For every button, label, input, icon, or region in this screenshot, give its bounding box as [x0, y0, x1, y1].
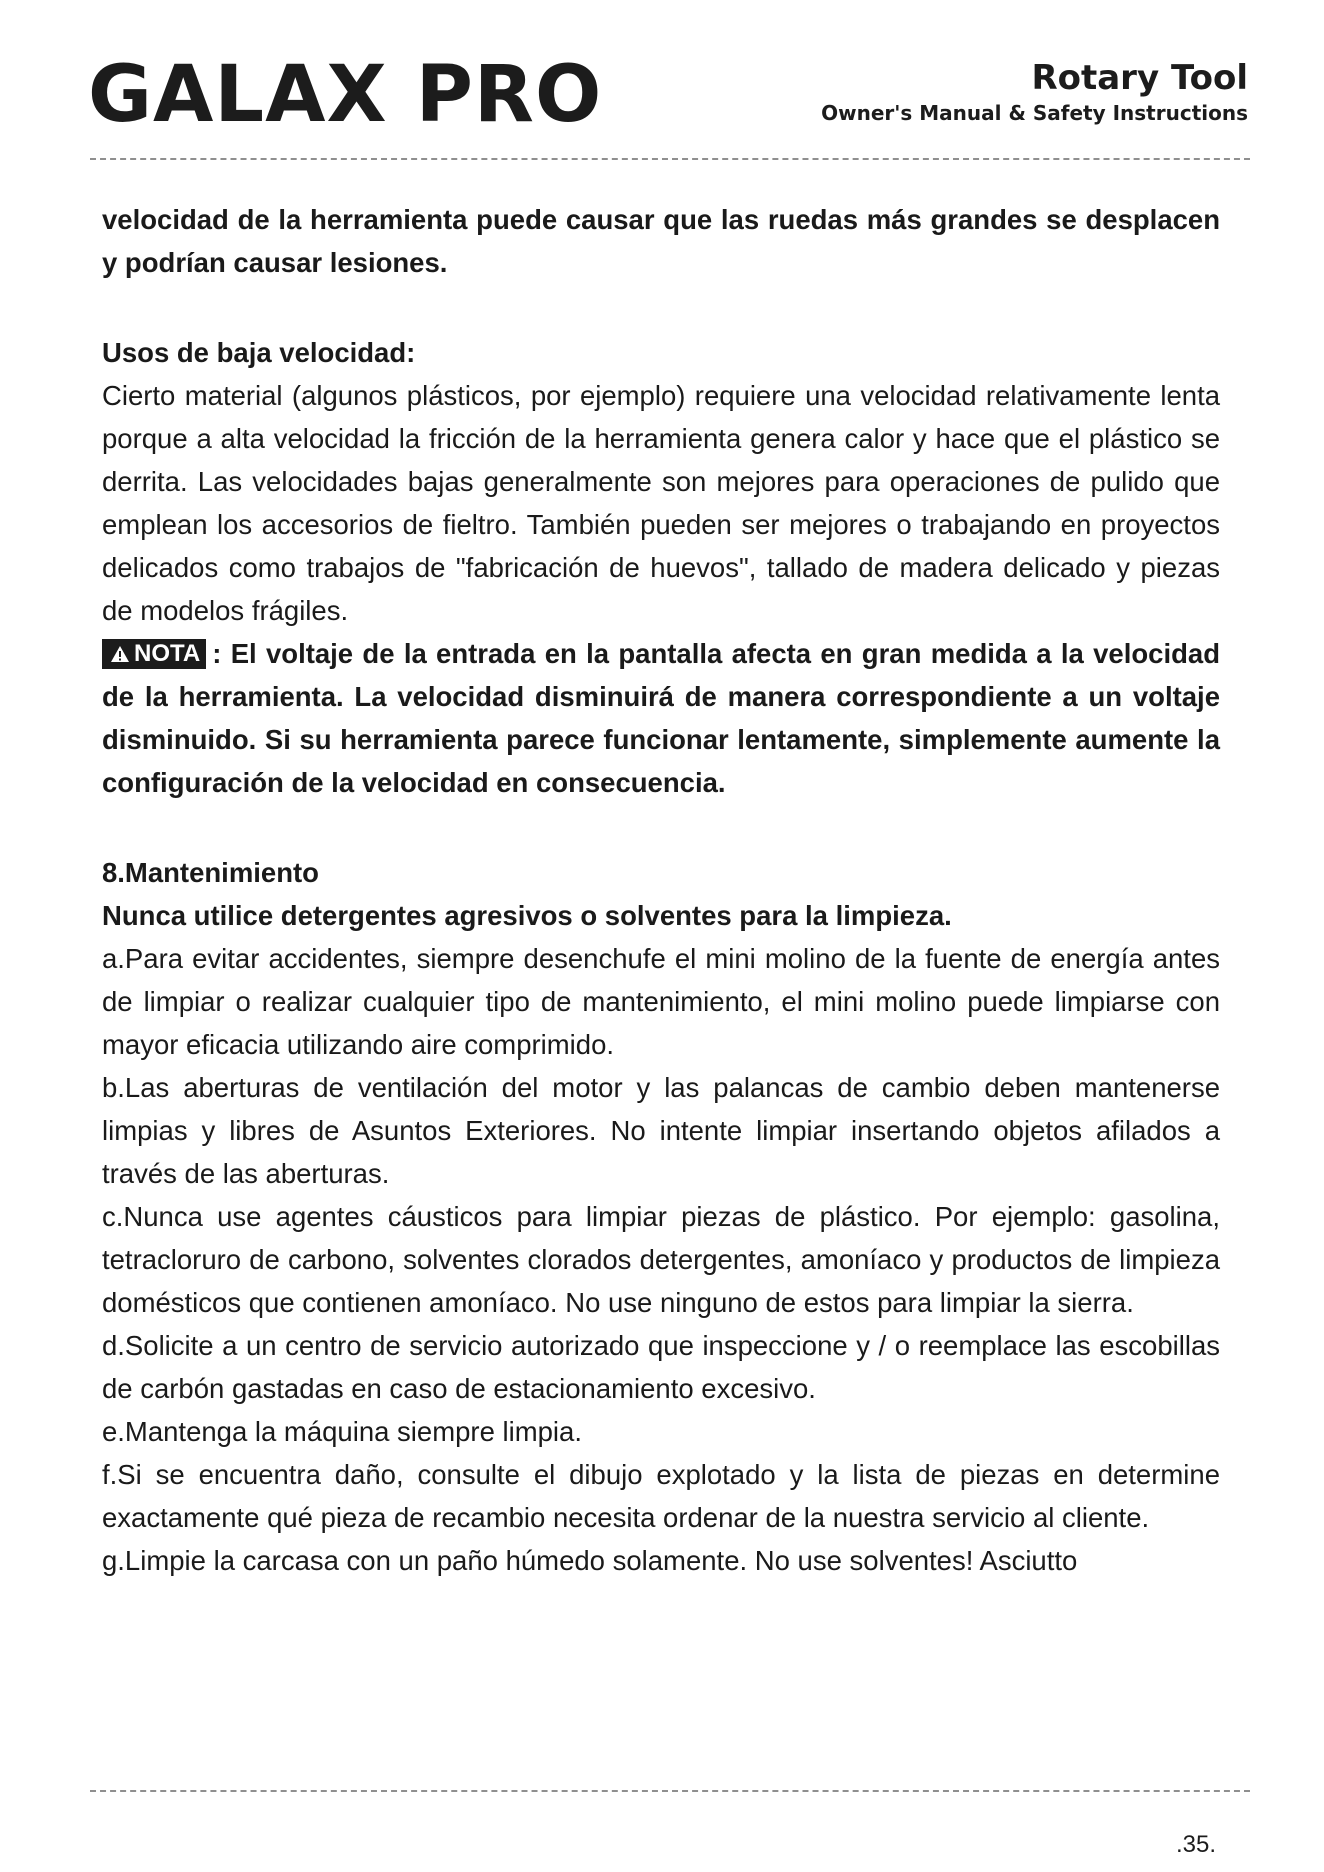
list-item: c.Nunca use agentes cáusticos para limpiar piezas de plástico. Por ejemplo: gasolina, tetracloruro de carbono, solventes clorados detergentes, amoníaco y productos de limpieza domésticos que contienen amoníaco. No use ninguno de estos para limpiar la sierra. [102, 1201, 1220, 1318]
low-speed-paragraph: Cierto material (algunos plásticos, por ejemplo) requiere una velocidad relativamente lenta porque a alta velocidad la fricción de la herramienta genera calor y hace que el plástico se derrita. Las velocidades bajas generalmente son mejores para operaciones de pulido que emplean los accesorios de fieltro. También pueden ser mejores o trabajando en proyectos delicados como trabajos de "fabricación de huevos", tallado de madera delicado y piezas de modelos frágiles. [102, 380, 1220, 626]
page-number: .35. [1175, 1831, 1216, 1858]
list-item: d.Solicite a un centro de servicio autorizado que inspeccione y / o reemplace las escobillas de carbón gastadas en caso de estacionamiento excesivo. [102, 1330, 1220, 1404]
page-body [102, 198, 1220, 1582]
manual-title: Rotary Tool [1031, 58, 1248, 98]
list-item: f.Si se encuentra daño, consulte el dibujo explotado y la lista de piezas en determine exactamente qué pieza de recambio necesita ordenar de la nuestra servicio al cliente. [102, 1459, 1220, 1533]
list-item: e.Mantenga la máquina siempre limpia. [102, 1416, 582, 1447]
intro-paragraph: velocidad de la herramienta puede causar que las ruedas más grandes se desplacen y podrían causar lesiones. [102, 204, 1220, 278]
note-label: NOTA [134, 640, 201, 667]
maintenance-heading: 8.Mantenimiento [102, 857, 319, 888]
note-text: : El voltaje de la entrada en la pantalla afecta en gran medida a la velocidad de la herramienta. La velocidad disminuirá de manera correspondiente a un voltaje disminuido. Si su herramienta parece funcionar lentamente, simplemente aumente la configuración de la velocidad en consecuencia. [102, 638, 1220, 798]
list-item: a.Para evitar accidentes, siempre desenchufe el mini molino de la fuente de energía antes de limpiar o realizar cualquier tipo de mantenimiento, el mini molino puede limpiarse con mayor eficacia utilizando aire comprimido. [102, 943, 1220, 1060]
list-item: g.Limpie la carcasa con un paño húmedo solamente. No use solventes! Asciutto [102, 1545, 1078, 1576]
low-speed-heading: Usos de baja velocidad: [102, 337, 416, 368]
spacer [102, 284, 1220, 331]
list-item: b.Las aberturas de ventilación del motor y las palancas de cambio deben mantenerse limpias y libres de Asuntos Exteriores. No intente limpiar insertando objetos afilados a través de las aberturas. [102, 1072, 1220, 1189]
warning-triangle-icon [110, 645, 130, 663]
note-badge [102, 639, 206, 669]
footer-divider [90, 1790, 1250, 1792]
brand-logo: GALAX PRO [88, 50, 603, 140]
page-header [0, 0, 1324, 170]
header-titles [821, 58, 1248, 126]
maintenance-warning: Nunca utilice detergentes agresivos o solventes para la limpieza. [102, 900, 952, 931]
header-divider [90, 158, 1250, 160]
manual-subtitle: Owner's Manual & Safety Instructions [821, 101, 1248, 125]
spacer [102, 804, 1220, 851]
note-paragraph [102, 632, 1220, 804]
